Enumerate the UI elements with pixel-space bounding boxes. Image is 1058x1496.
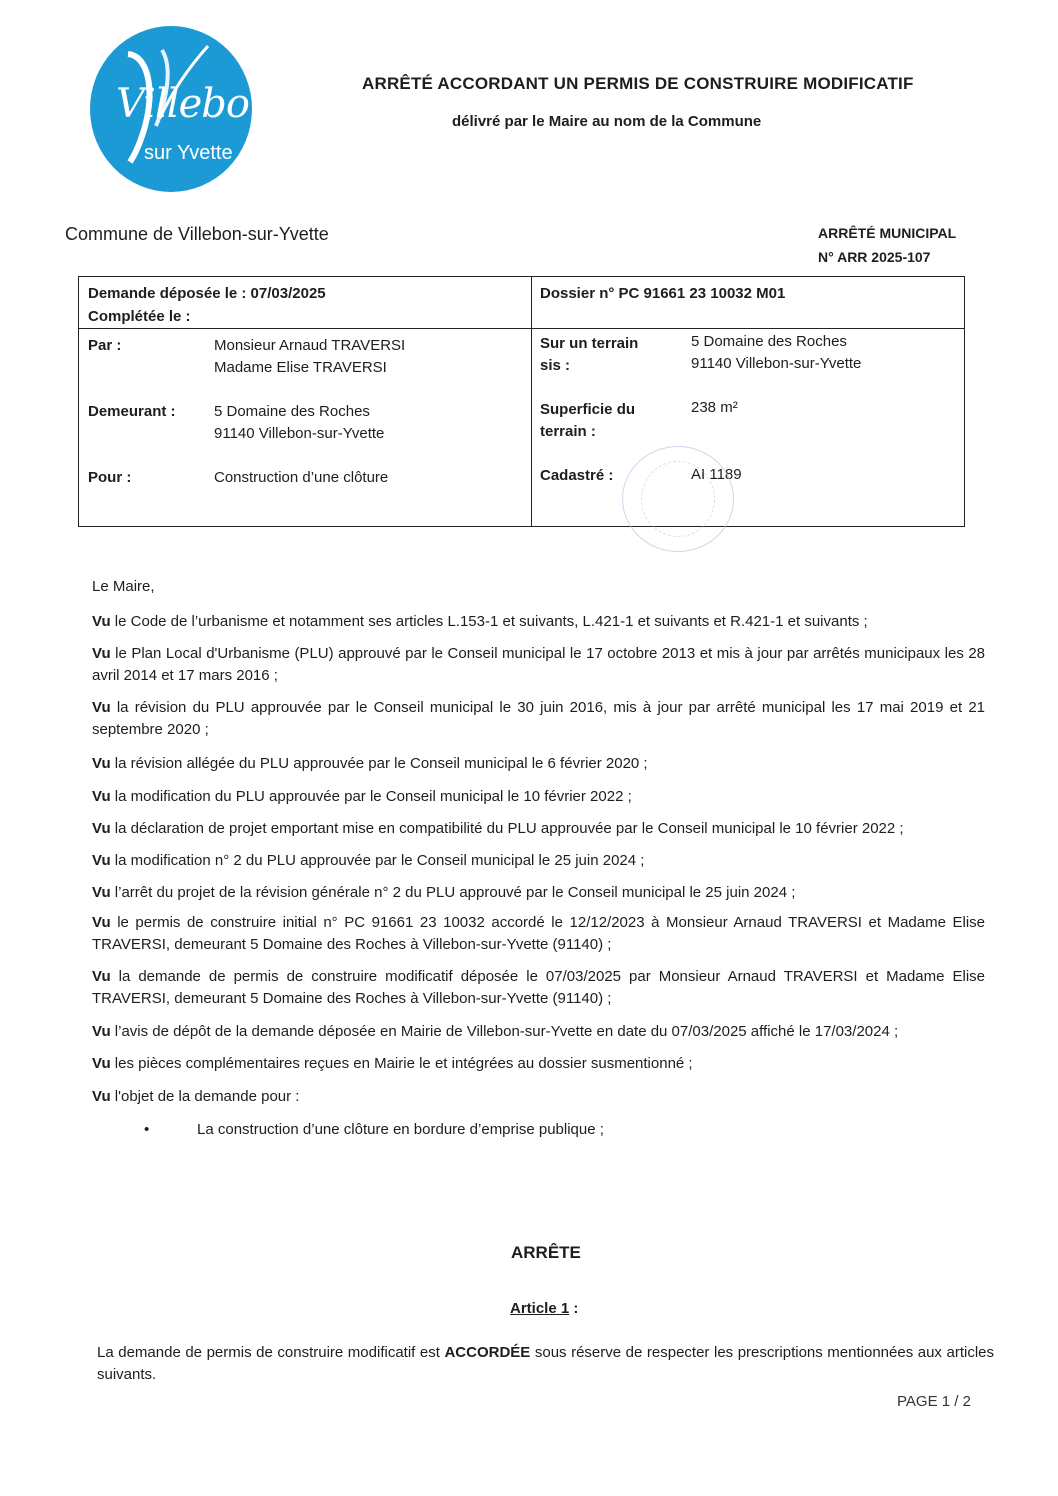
- arrete-number: N° ARR 2025-107: [818, 249, 931, 265]
- article-1-heading: [510, 1300, 578, 1317]
- superficie-value: 238 m²: [691, 399, 738, 416]
- info-table: [78, 276, 965, 527]
- vu-keyword: Vu: [92, 968, 111, 985]
- article-text-bold: ACCORDÉE: [444, 1344, 531, 1361]
- vu-paragraph: [92, 1086, 985, 1108]
- pour-label: Pour :: [88, 469, 132, 486]
- vu-paragraph: [92, 697, 985, 741]
- terrain-label-line1: Sur un terrain: [540, 335, 639, 352]
- vu-text: le Code de l’urbanisme et notamment ses articles L.153-1 et suivants, L.421-1 et suivants et R.421-1 et suivants ;: [114, 613, 868, 630]
- vu-text: les pièces complémentaires reçues en Mairie le et intégrées au dossier susmentionné ;: [114, 1055, 693, 1072]
- vu-keyword: Vu: [92, 1023, 111, 1040]
- vu-text: l’arrêt du projet de la révision générale n° 2 du PLU approuvé par le Conseil municipal le 25 juin 2024 ;: [114, 884, 796, 901]
- demeurant-label: Demeurant :: [88, 403, 176, 420]
- par-line1: Monsieur Arnaud TRAVERSI: [214, 337, 406, 354]
- par-label: Par :: [88, 337, 122, 354]
- arrete-municipal-block: [818, 221, 956, 269]
- pour-value: Construction d’une clôture: [214, 469, 389, 486]
- document-subtitle: délivré par le Maire au nom de la Commune: [452, 113, 762, 130]
- arrete-label: ARRÊTÉ MUNICIPAL: [818, 225, 957, 241]
- vu-keyword: Vu: [92, 645, 111, 662]
- bullet-icon: •: [144, 1121, 150, 1138]
- superficie-label-line2: terrain :: [540, 423, 596, 440]
- vu-text: la déclaration de projet emportant mise en compatibilité du PLU approuvée par le Conseil municipal le 10 février 2022 ;: [114, 820, 904, 837]
- vu-keyword: Vu: [92, 852, 111, 869]
- article-label: Article 1: [510, 1300, 570, 1317]
- vu-keyword: Vu: [92, 1088, 111, 1105]
- dossier-number: Dossier n° PC 91661 23 10032 M01: [540, 285, 786, 302]
- par-line2: Madame Elise TRAVERSI: [214, 359, 387, 376]
- vu-text: la modification du PLU approuvée par le Conseil municipal le 10 février 2022 ;: [114, 788, 632, 805]
- mairie-stamp: [622, 446, 734, 552]
- completee-date: Complétée le :: [88, 308, 191, 325]
- page-number: PAGE 1 / 2: [897, 1393, 971, 1410]
- vu-paragraph: [92, 1021, 985, 1043]
- table-divider-vertical: [531, 277, 532, 526]
- demeurant-line2: 91140 Villebon-sur-Yvette: [214, 425, 385, 442]
- commune-name: Commune de Villebon-sur-Yvette: [65, 224, 329, 244]
- vu-text: la demande de permis de construire modificatif déposée le 07/03/2025 par Monsieur Arnaud TRAVERSI et Madame Elise TRAVERSI, demeurant 5 Domaine des Roches à Villebon-sur-Yvette (91140) ;: [92, 968, 985, 1007]
- vu-paragraph: [92, 753, 985, 775]
- vu-paragraph: [92, 818, 985, 840]
- vu-paragraph: [92, 643, 985, 687]
- logo-main-text: Villebon: [116, 81, 274, 127]
- vu-paragraph: [92, 966, 985, 1010]
- article-text-after: sous réserve de respecter les prescriptions mentionnées aux articles suivants.: [97, 1344, 995, 1383]
- vu-keyword: Vu: [92, 1055, 111, 1072]
- villebon-logo: [90, 26, 274, 192]
- vu-keyword: Vu: [92, 755, 111, 772]
- vu-paragraph: [92, 611, 985, 633]
- cadastre-value: AI 1189: [691, 466, 742, 483]
- terrain-label-line2: sis :: [540, 357, 571, 374]
- superficie-label-line1: Superficie du: [540, 401, 636, 418]
- logo-sub-text: sur Yvette: [144, 142, 233, 164]
- demeurant-line1: 5 Domaine des Roches: [214, 403, 370, 420]
- vu-text: la révision allégée du PLU approuvée par le Conseil municipal le 6 février 2020 ;: [114, 755, 648, 772]
- vu-text: la révision du PLU approuvée par le Conseil municipal le 30 juin 2016, mis à jour par arrêté municipal les 17 mai 2019 et 21 septembre 2020 ;: [92, 699, 986, 738]
- vu-paragraph: [92, 786, 985, 808]
- vu-text: le Plan Local d'Urbanisme (PLU) approuvé par le Conseil municipal le 17 octobre 2013 et mis à jour par arrêtés municipaux les 28 avril 2014 et 17 mars 2016 ;: [92, 645, 986, 684]
- vu-paragraph: [92, 850, 985, 872]
- demande-date: Demande déposée le : 07/03/2025: [88, 285, 326, 302]
- terrain-line2: 91140 Villebon-sur-Yvette: [691, 355, 862, 372]
- vu-paragraph: [92, 912, 985, 956]
- vu-keyword: Vu: [92, 613, 111, 630]
- table-divider-horizontal: [79, 328, 964, 329]
- article-1-text: [97, 1342, 994, 1386]
- vu-paragraph: [92, 1053, 985, 1075]
- document-title: ARRÊTÉ ACCORDANT UN PERMIS DE CONSTRUIRE MODIFICATIF: [362, 74, 914, 93]
- terrain-line1: 5 Domaine des Roches: [691, 333, 847, 350]
- article-text-before: La demande de permis de construire modificatif est: [97, 1344, 445, 1361]
- vu-paragraph: [92, 882, 985, 904]
- mairie-stamp-inner: [641, 461, 715, 537]
- bullet-text: La construction d’une clôture en bordure d’emprise publique ;: [197, 1121, 604, 1138]
- article-colon: :: [569, 1300, 579, 1317]
- vu-keyword: Vu: [92, 914, 111, 931]
- cadastre-label: Cadastré :: [540, 467, 614, 484]
- vu-keyword: Vu: [92, 820, 111, 837]
- vu-text: l’avis de dépôt de la demande déposée en Mairie de Villebon-sur-Yvette en date du 07/03/2025 affiché le 17/03/2024 ;: [114, 1023, 899, 1040]
- vu-keyword: Vu: [92, 788, 111, 805]
- vu-keyword: Vu: [92, 884, 111, 901]
- vu-text: l'objet de la demande pour :: [114, 1088, 300, 1105]
- le-maire: Le Maire,: [92, 578, 155, 595]
- vu-keyword: Vu: [92, 699, 111, 716]
- vu-text: le permis de construire initial n° PC 91661 23 10032 accordé le 12/12/2023 à Monsieur Arnaud TRAVERSI et Madame Elise TRAVERSI, demeurant 5 Domaine des Roches à Villebon-sur-Yvette (91140) ;: [92, 914, 986, 953]
- arrete-heading: ARRÊTE: [511, 1243, 581, 1262]
- vu-text: la modification n° 2 du PLU approuvée par le Conseil municipal le 25 juin 2024 ;: [114, 852, 645, 869]
